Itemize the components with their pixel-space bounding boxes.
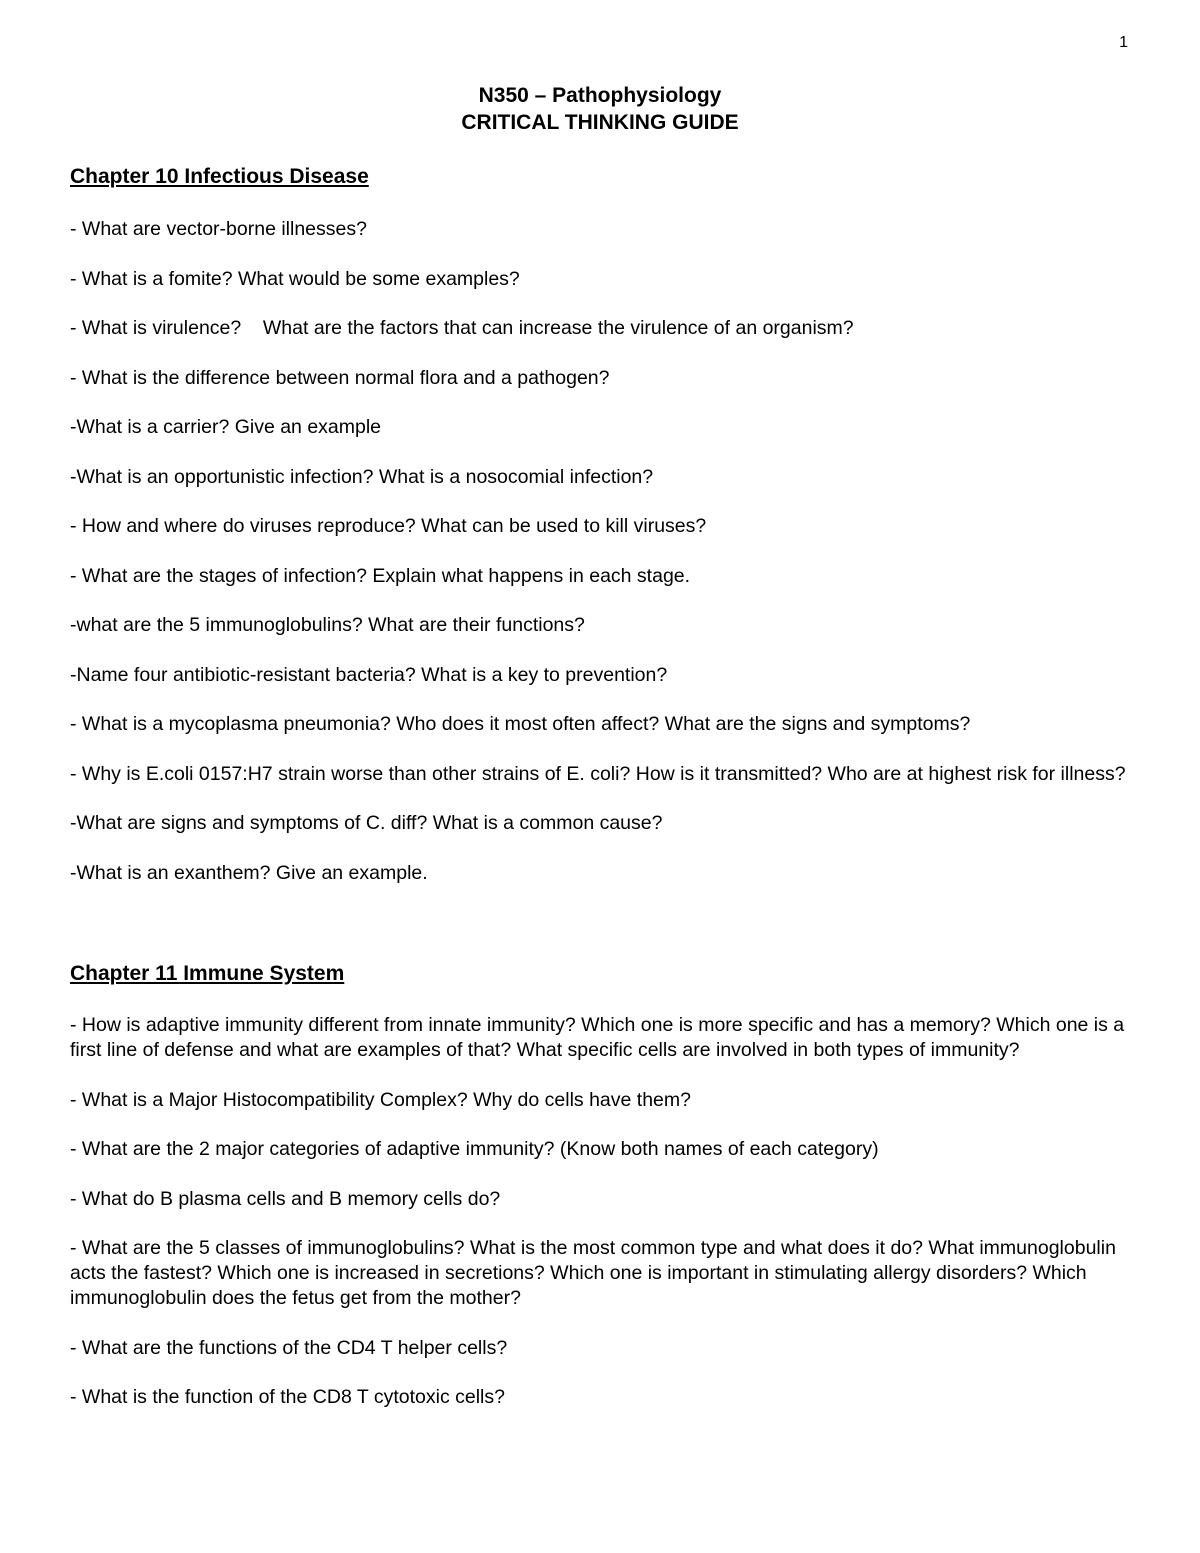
question-item: -What are signs and symptoms of C. diff? What is a common cause? (70, 812, 663, 834)
question-item: - What is a mycoplasma pneumonia? Who does it most often affect? What are the signs and symptoms? (70, 713, 971, 735)
question-item: - What are the 5 classes of immunoglobulins? What is the most common type and what does it do? What immunoglobulin acts the fastest? Which one is increased in secretions? Which one is important in stimulating allergy disorders? Which immunoglobulin does the fetus get from the mother? (70, 1237, 1116, 1309)
question-item: - What are the stages of infection? Explain what happens in each stage. (70, 564, 691, 587)
section-heading: Chapter 10 Infectious Disease (70, 165, 369, 188)
question-item: -what are the 5 immunoglobulins? What are their functions? (70, 614, 585, 636)
question-item: - Why is E.coli 0157:H7 strain worse than other strains of E. coli? How is it transmitted? Who are at highest risk for illness? (70, 762, 1126, 785)
section-chapter-11 (70, 961, 1134, 1435)
question-item: -What is a carrier? Give an example (70, 416, 382, 438)
page-number: 1 (1119, 34, 1128, 51)
section-chapter-10 (70, 164, 1134, 910)
question-item: - What is a fomite? What would be some examples? (70, 267, 520, 290)
question-item: - What do B plasma cells and B memory cells do? (70, 1187, 501, 1210)
question-item: -Name four antibiotic-resistant bacteria? What is a key to prevention? (70, 663, 668, 686)
question-item: -What is an opportunistic infection? What is a nosocomial infection? (70, 465, 654, 488)
document-title-block (0, 82, 1200, 136)
question-item: -What is an exanthem? Give an example. (70, 861, 428, 884)
question-item: - How and where do viruses reproduce? What can be used to kill viruses? (70, 515, 707, 537)
guide-title: CRITICAL THINKING GUIDE (461, 111, 739, 134)
question-item: - What are the functions of the CD4 T helper cells? (70, 1336, 508, 1359)
section-heading: Chapter 11 Immune System (70, 962, 345, 985)
question-item: - What are vector-borne illnesses? (70, 218, 367, 240)
question-item: - How is adaptive immunity different from innate immunity? Which one is more specific and has a memory? Which one is a first line of defense and what are examples of that? What specific cells are involved in both types of immunity? (70, 1014, 1125, 1061)
question-item: - What is virulence? What are the factors that can increase the virulence of an organism? (70, 317, 854, 339)
course-title: N350 – Pathophysiology (478, 84, 722, 107)
question-item: - What is the function of the CD8 T cytotoxic cells? (70, 1386, 505, 1408)
question-item: - What is a Major Histocompatibility Complex? Why do cells have them? (70, 1088, 691, 1111)
question-item: - What is the difference between normal flora and a pathogen? (70, 366, 610, 389)
question-item: - What are the 2 major categories of adaptive immunity? (Know both names of each category) (70, 1138, 879, 1160)
